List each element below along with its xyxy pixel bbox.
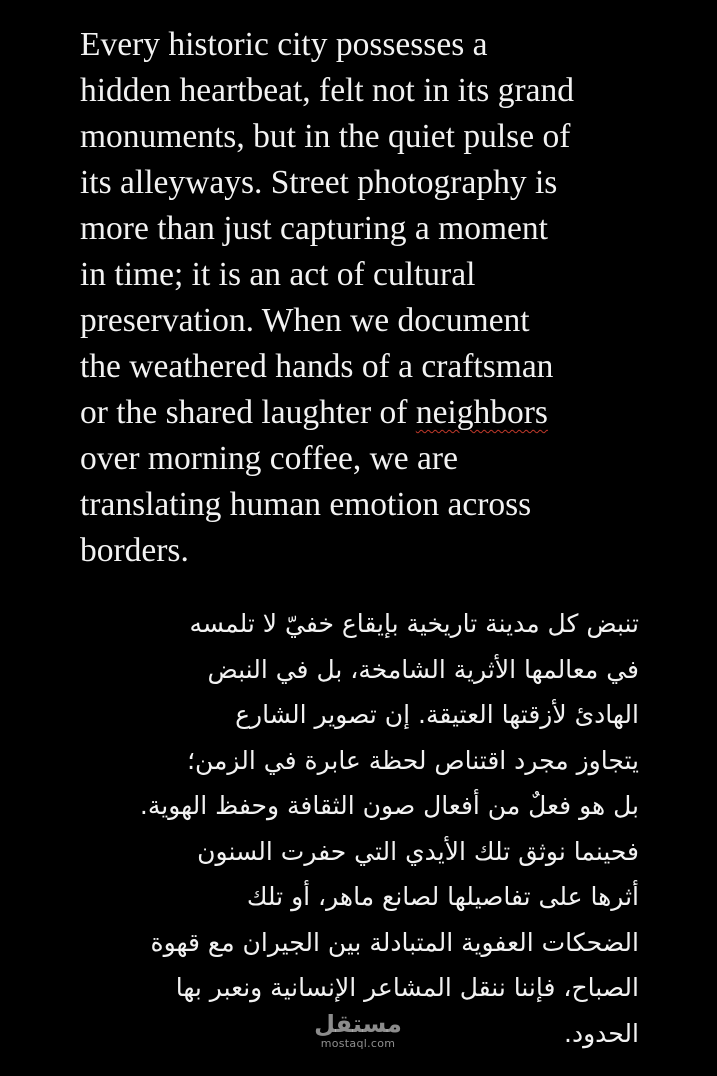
arabic-paragraph: تنبض كل مدينة تاريخية بإيقاع خفيّ لا تلمسه في معالمها الأثرية الشامخة، بل في النبض الهادئ لأزقتها العتيقة. إن تصوير الشارع يتجاوز مجرد اقتناص لحظة عابرة في الزمن؛ بل هو فعلٌ من أفعال صون الثقافة وحفظ الهوية. فحينما نوثق تلك الأيدي التي حفرت السنون أثرها على تفاصيلها لصانع ماهر، أو تلك الضحكات العفوية المتبادلة بين الجيران مع قهوة الصباح، فإننا ننقل المشاعر الإنسانية ونعبر بها الحدود. xyxy=(139,609,639,1048)
english-text-before: Every historic city possesses a hidden heartbeat, felt not in its grand monuments, but in the quiet pulse of its alleyways. Street photography is more than just capturing a moment in time; it is an act of cultural preservation. When we document the weathered hands of a craftsman or the shared laughter of xyxy=(80,26,574,431)
spellcheck-flagged-word[interactable]: neighbors xyxy=(415,394,548,431)
watermark-logo: مستقل xyxy=(314,1010,402,1038)
mostaql-watermark xyxy=(312,1012,404,1049)
english-paragraph xyxy=(80,22,660,574)
watermark-url: mostaql.com xyxy=(320,1037,396,1050)
english-text-after: over morning coffee, we are translating human emotion across borders. xyxy=(80,440,532,569)
